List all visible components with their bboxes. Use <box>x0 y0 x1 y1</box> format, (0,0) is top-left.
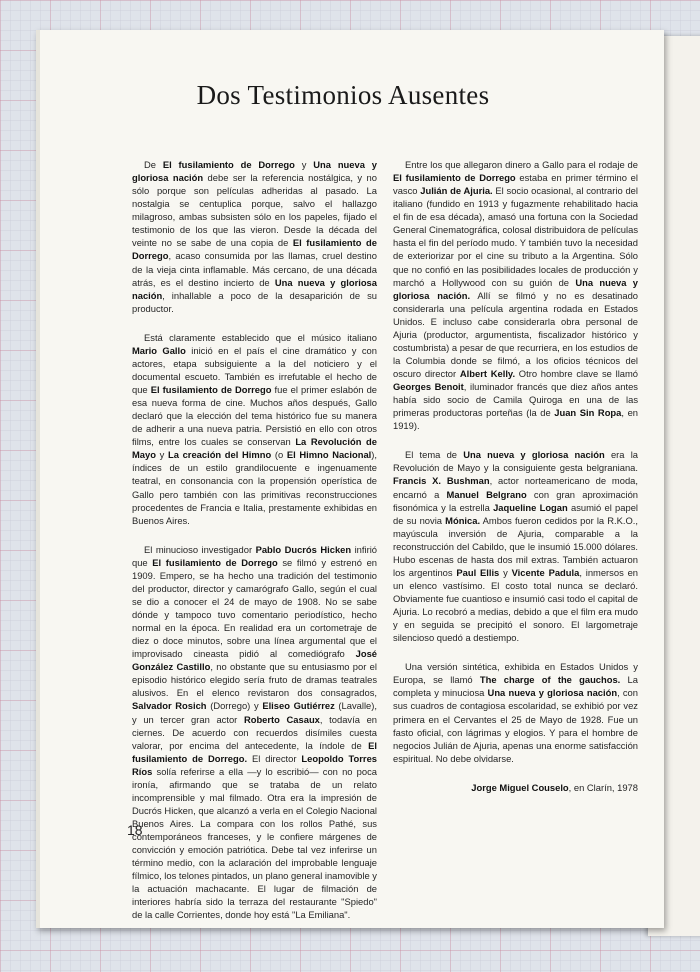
bold-text-run: El Himno Nacional <box>286 449 372 461</box>
text-run: , actor norteamericano de moda, encarnó a <box>393 475 638 500</box>
bold-text-run: La Revolución de Mayo <box>132 436 377 461</box>
text-run: con gran aproximación fisonómica y la estrella <box>393 488 639 513</box>
bold-text-run: Eliseo Gutiérrez <box>262 700 335 712</box>
text-run: y <box>499 566 512 578</box>
bold-text-run: El fusilamiento de Dorrego <box>152 556 278 568</box>
text-run: fue el primer eslabón de esa nueva forma de cine. Muchos años después, Gallo declaró que la elección del tema histórico fue su manera de adherir a una nueva patria. Persistió en ello con otros films, entre los cuales se conservan <box>132 384 378 448</box>
text-run: El tema de <box>405 449 464 461</box>
text-run: ), índices de un estilo grandilocuente e ingenuamente teatral, en consonancia con la propensión operística de Gallo pero también con las primitivas reconstrucciones procedentes de Francia e Italia, prestamente exhibidas en Buenos Aires. <box>132 449 378 526</box>
bold-text-run: The charge of the gauchos. <box>479 674 621 686</box>
text-run: infirió que <box>132 543 377 568</box>
text-run: Otro hombre clave se llamó <box>515 368 639 379</box>
paragraph <box>132 543 377 922</box>
bold-text-run: Una nueva y gloriosa nación. <box>393 276 639 301</box>
author-name: Jorge Miguel Couselo <box>471 781 569 793</box>
text-run: inició en el país el cine dramático y con actores, etapa subsiguiente a la del noticiero y el documental escueto. También es irrefutable el hecho de que <box>132 344 377 395</box>
text-run: El director <box>247 752 302 764</box>
text-run: Está claramente establecido que el músico italiano <box>144 331 377 343</box>
paragraph <box>393 448 638 644</box>
text-run: (Dorrego) y <box>206 700 263 712</box>
text-run: , en 1919). <box>393 407 639 432</box>
bold-text-run: Leopoldo Torres Ríos <box>132 752 377 777</box>
bold-text-run: Una nueva y gloriosa nación <box>463 449 605 461</box>
text-run: Una versión sintética, exhibida en Estados Unidos y Europa, se llamó <box>393 661 638 686</box>
text-run: Entre los que allegaron dinero a Gallo para el rodaje de <box>405 159 638 170</box>
bold-text-run: Vicente Padula <box>511 566 580 578</box>
bold-text-run: José González Castillo <box>132 648 377 673</box>
text-run: , acaso consumida por las llamas, cruel destino de la vieja cinta inflamable. Más cercano, de una década atrás, es el destino incierto de <box>132 250 377 288</box>
bold-text-run: Albert Kelly. <box>459 368 516 379</box>
bold-text-run: Mónica. <box>445 514 481 526</box>
bold-text-run: Juan Sin Ropa <box>554 407 622 419</box>
text-run: , no obstante que su entusiasmo por el episodio histórico elegido sería fruto de dramas teatrales alusivos. En el elenco revistaron dos consagrados, <box>132 661 377 699</box>
text-run: asumió el papel de su novia <box>393 501 638 526</box>
left-column <box>132 158 377 938</box>
bold-text-run: El fusilamiento de Dorrego <box>162 159 295 170</box>
text-run: , todavía en ciernes. De acuerdo con recuerdos disímiles cuesta valorar, por encima del antecedente, la índole de <box>132 713 377 751</box>
bold-text-run: El fusilamiento de Dorrego. <box>132 739 377 764</box>
bold-text-run: Paul Ellis <box>456 566 500 578</box>
text-run: , inhallable a poco de la desaparición de su productor. <box>132 289 377 314</box>
text-run: Allí se filmó y no es desatinado considerarla una película argentina rodada en Estados Unidos. E incluso cabe considerarla obra personal de Ajuria (productor, argumentista, fiscalizador histórico y costumbrista) a pesar de que recurriera, en los estudios de la Columbia donde se filmó, a los oficios técnicos del oscuro director <box>393 289 639 379</box>
paragraph <box>132 158 377 315</box>
bold-text-run: Una nueva y gloriosa nación <box>487 687 618 699</box>
paragraph <box>132 331 377 527</box>
text-run: y <box>155 449 168 461</box>
paragraph <box>393 158 638 432</box>
source-citation: , en Clarín, 1978 <box>568 781 638 793</box>
bold-text-run: Jaqueline Logan <box>493 501 568 513</box>
bold-text-run: Roberto Casaux <box>243 713 320 725</box>
text-run: La completa y minuciosa <box>393 674 638 699</box>
text-run: De <box>144 159 163 170</box>
bold-text-run: Francis X. Bushman <box>393 475 490 487</box>
text-run: estaba en primer término el vasco <box>393 172 638 197</box>
bold-text-run: Julián de Ajuria. <box>420 185 493 197</box>
bold-text-run: El fusilamiento de Dorrego <box>393 172 516 184</box>
right-column <box>393 158 638 794</box>
bold-text-run: Mario Gallo <box>132 344 186 356</box>
paragraph <box>393 660 638 765</box>
bold-text-run: El fusilamiento de Dorrego <box>132 237 377 262</box>
text-run: (Lavalle), y un tercer gran actor <box>132 700 377 725</box>
bold-text-run: Georges Benoit <box>393 381 464 393</box>
bold-text-run: Una nueva y gloriosa nación <box>132 276 377 301</box>
bold-text-run: El fusilamiento de Dorrego <box>150 384 272 395</box>
text-run: , con sus cuadros de contagiosa escolaridad, se exhibió por vez primera en el Cervantes el 25 de Mayo de 1928. Fue un fasto oficial, con lágrimas y elogios. Y para el hombre de negocios Julián de Ajuria, apenas una enorme satisfacción espiritual. No debe olvidarse. <box>393 687 638 764</box>
text-run: (o <box>271 449 287 461</box>
text-run: solía referirse a ella —y lo escribió— con no poca ironía, afirmando que se trataba de un relato incomprensible y mal filmado. Otra era la impresión de Ducrós Hicken, que alcanzó a verla en el Colegio Nacional Buenos Aires. La compara con los rollos Pathé, sus contemporáneos franceses, y le confiere márgenes de convicción y emoción patriótica. Debe tal vez inferirse un término medio, con la aclaración del improbable lenguaje fílmico, los telones pintados, un plano general inamovible y la actuación machacante. El lugar de filmación de interiores habría sido la terraza del restaurante "Spiedo" de la calle Corrientes, donde hoy está "La Emiliana". <box>132 765 377 921</box>
bold-text-run: Salvador Rosich <box>132 700 207 712</box>
bold-text-run: La creación del Himno <box>167 449 272 461</box>
text-run: , inmersos en un elenco vastísimo. El costo total nunca se declaró. Obviamente fue cuantioso e insumió casi todo el capital de Ajuria. Lo recobró a medias, debido a que el film era mudo y en seguida se precipitó el sonoro. El largometraje silencioso quedó a destiempo. <box>393 566 639 644</box>
page-number: 18 <box>127 822 143 838</box>
text-run: y <box>294 159 314 170</box>
text-run: El minucioso investigador <box>144 543 256 555</box>
text-run: se filmó y estrenó en 1909. Empero, se ha hecho una tradición del testimonio del productor, director y camarógrafo Gallo, según el cual se dio a conocer el 24 de mayo de 1908. No se sabe dónde y tampoco tuvo comentario periodístico, hecho normal en la época. En realidad era un cortometraje de diez o doce minutos, sobre una línea argumental que el improvisado cineasta pidió al comediógrafo <box>132 556 377 660</box>
text-run: debe ser la referencia nostálgica, y no sólo porque son películas adheridas al pasado. La nostalgia se centuplica porque, salvo el hallazgo milagroso, ambas subsisten sólo en los papeles, fijado el testimonio de los que las vieron. Desde la década del veinte no se sabe de una copia de <box>132 172 377 249</box>
bold-text-run: Manuel Belgrano <box>446 488 527 500</box>
text-run: , iluminador francés que diez años antes había sido socio de Camila Quiroga en una de las primeras productoras porteñas (la de <box>393 381 638 419</box>
bold-text-run: Una nueva y gloriosa nación <box>132 159 377 184</box>
signature <box>393 781 638 794</box>
text-run: era la Revolución de Mayo y la consiguiente gesta belgraniana. <box>393 449 638 474</box>
page-title: Dos Testimonios Ausentes <box>196 80 490 110</box>
text-run: El socio ocasional, al contrario del italiano (fundido en 1913 y fugazmente rehabilitado hacia el fin de esa década), amasó una fortuna con la Sociedad General Cinematográfica, colosal distribuidora de películas hasta el fin del período mudo. Y también tuvo la necesidad de exteriorizar por el cine su tributo a la Argentina. Sólo que no confió en las posibilidades locales de producción y marchó a Hollywood con su guión de <box>393 185 638 288</box>
bold-text-run: Pablo Ducrós Hicken <box>255 543 352 555</box>
text-run: Ambos fueron cedidos por la R.K.O., mayúscula inversión de Ajuria, comparable a la reconstrucción del Cabildo, que le insumió 15.000 dólares. Hubo escenas de hasta dos mil extras. También actuaron los argentinos <box>393 514 639 578</box>
